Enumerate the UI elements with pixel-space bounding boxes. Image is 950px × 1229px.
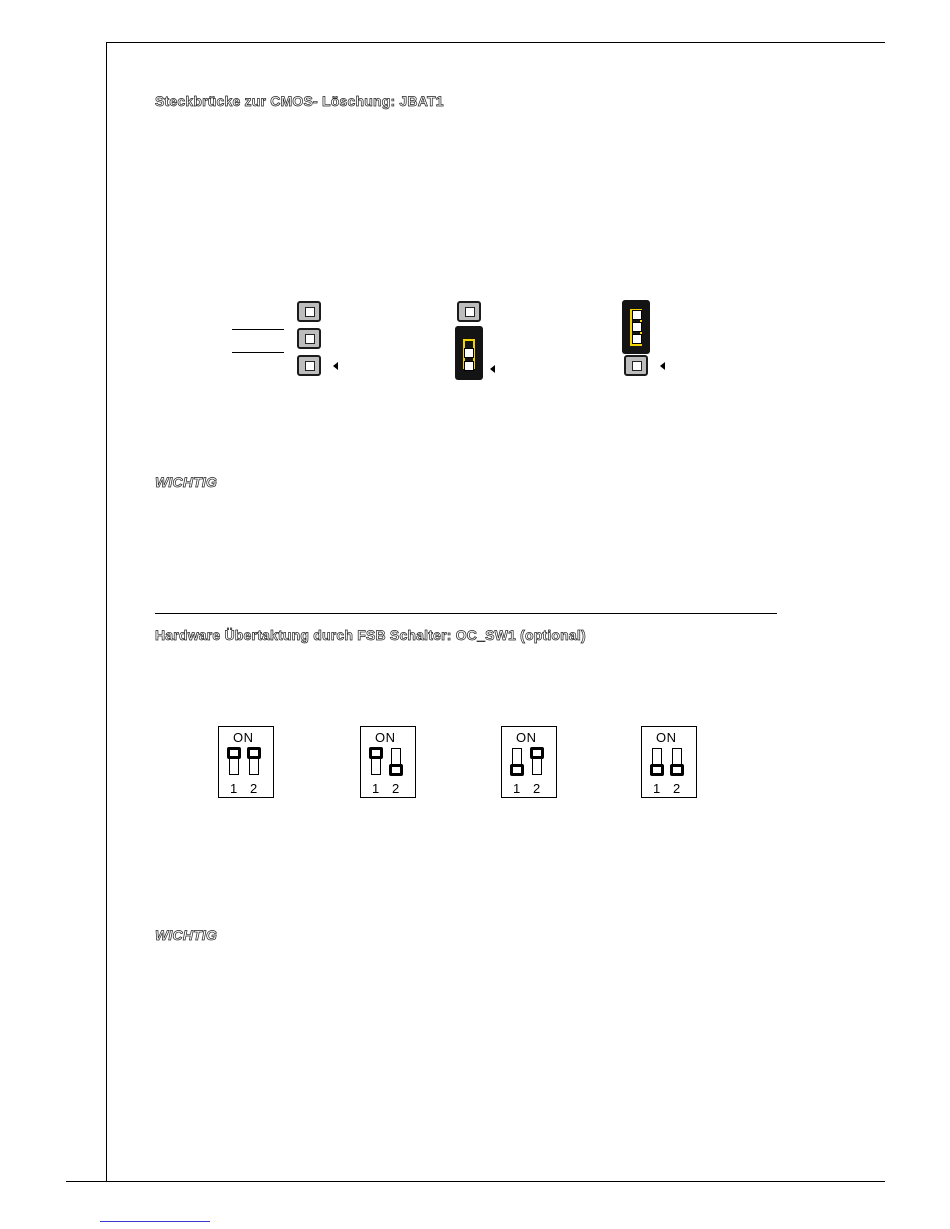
jbat-pin [632, 310, 642, 320]
jbat-diagram [0, 0, 950, 420]
dip-knob [369, 747, 383, 759]
jbat-pin [624, 355, 648, 376]
page-frame-bottom [66, 1181, 885, 1182]
dip-knob [530, 747, 544, 759]
section-divider [155, 613, 777, 614]
jbat-pin [464, 348, 474, 358]
ocsw-important-label: WICHTIG [155, 927, 218, 943]
jbat-pin [457, 301, 481, 322]
pin1-arrow-icon [660, 362, 665, 370]
dip-number: 1 [372, 781, 380, 796]
dip-number: 1 [513, 781, 521, 796]
diagram-leader-line-2 [232, 352, 284, 353]
dip-number: 2 [533, 781, 541, 796]
jbat-pin [632, 322, 642, 332]
dip-knob [247, 747, 261, 759]
jbat-pin [297, 355, 321, 376]
dip-on-label: ON [375, 730, 396, 745]
jbat-heading: Steckbrücke zur CMOS- Löschung: JBAT1 [155, 93, 444, 109]
dip-number: 2 [250, 781, 258, 796]
diagram-leader-line-1 [232, 329, 284, 330]
footer-link-underline [100, 1221, 210, 1222]
dip-switch [360, 726, 416, 798]
dip-on-label: ON [656, 730, 677, 745]
dip-number: 2 [392, 781, 400, 796]
ocsw-heading: Hardware Übertaktung durch FSB Schalter: OC_SW1 (optional) [155, 627, 586, 643]
dip-on-label: ON [233, 730, 254, 745]
dip-switch [641, 726, 697, 798]
jbat-pin [297, 328, 321, 349]
dip-number: 1 [230, 781, 238, 796]
dip-knob [510, 764, 524, 776]
jbat-pin [297, 301, 321, 322]
dip-knob [650, 764, 664, 776]
dip-on-label: ON [516, 730, 537, 745]
jbat-pin [464, 361, 474, 371]
jbat-important-label: WICHTIG [155, 474, 218, 490]
dip-number: 1 [653, 781, 661, 796]
pin1-arrow-icon [490, 365, 495, 373]
pin1-arrow-icon [333, 362, 338, 370]
jbat-pin [632, 334, 642, 344]
dip-switch [501, 726, 557, 798]
dip-knob [389, 764, 403, 776]
dip-switch [218, 726, 274, 798]
dip-knob [227, 747, 241, 759]
dip-knob [670, 764, 684, 776]
dip-number: 2 [673, 781, 681, 796]
